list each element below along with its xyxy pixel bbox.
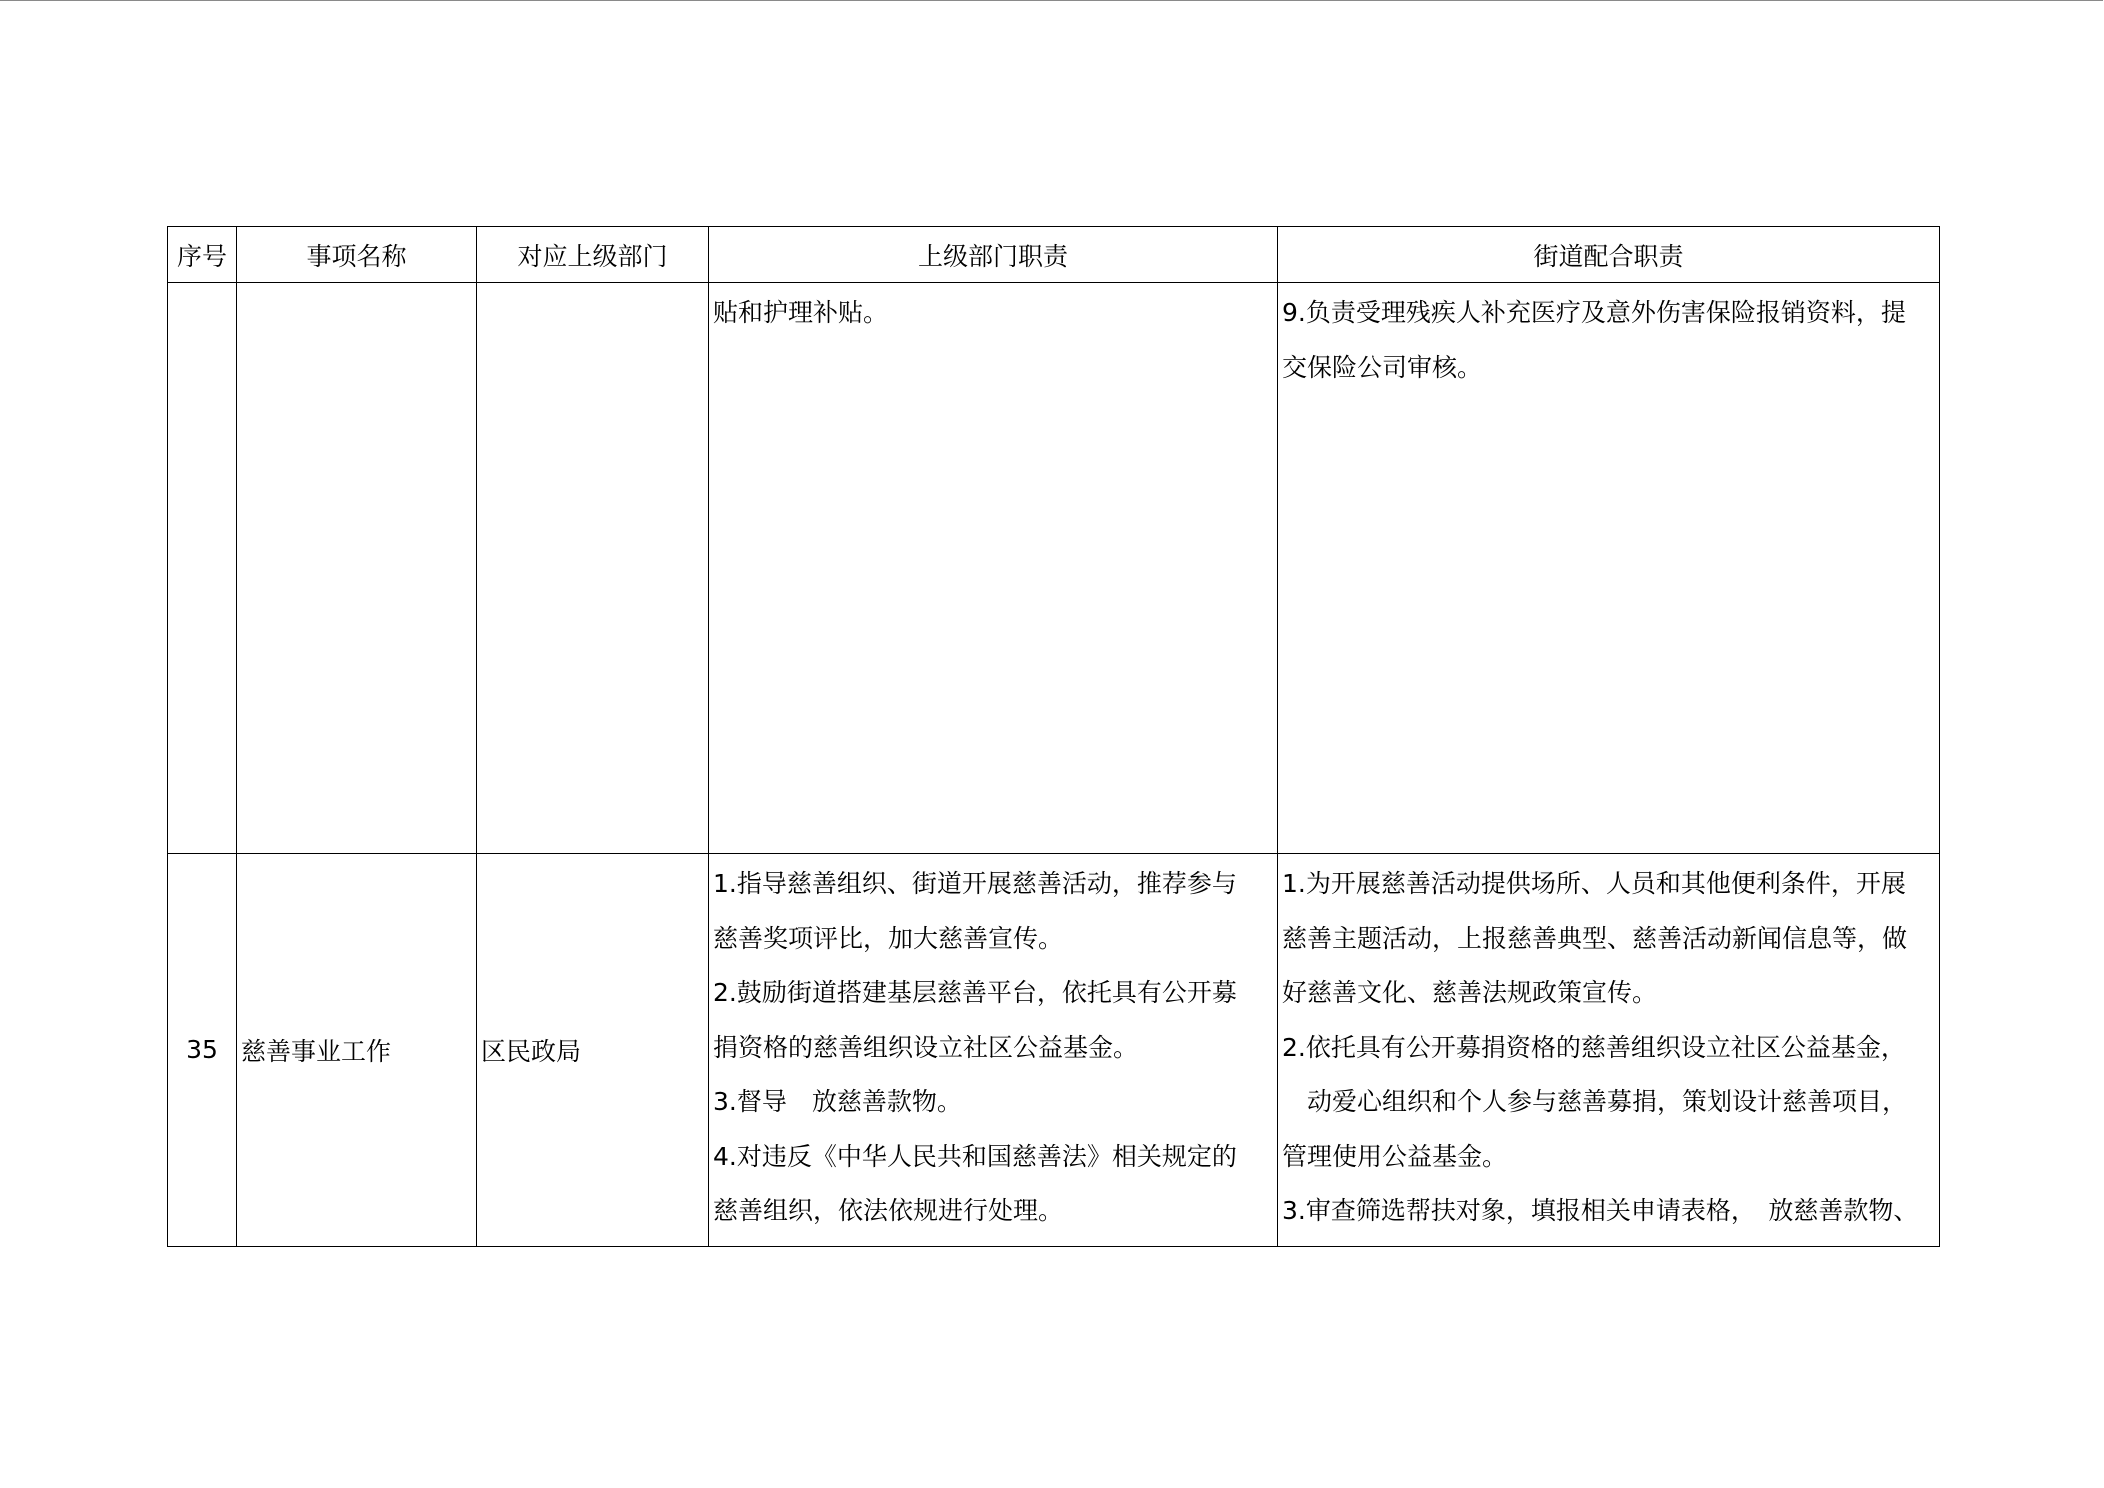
cell-superior-dept: [477, 283, 709, 854]
cell-item-name: [237, 283, 477, 854]
text-line: 管理使用公益基金。: [1282, 1141, 1508, 1171]
table-row: [168, 854, 1940, 1247]
text-line: 慈善主题活动，上报慈善典型、慈善活动新闻信息等，做: [1282, 923, 1908, 953]
text-line: 2.依托具有公开募捐资格的慈善组织设立社区公益基金，: [1282, 1032, 1906, 1062]
text-line: 2.鼓励街道搭建基层慈善平台，依托具有公开募: [713, 978, 1237, 1007]
text-line: 捐资格的慈善组织设立社区公益基金。: [713, 1032, 1139, 1062]
cell-superior-dept: 区民政局: [477, 854, 709, 1247]
text-line: 1.为开展慈善活动提供场所、人员和其他便利条件，开展: [1282, 869, 1906, 898]
cell-item-name: 慈善事业工作: [237, 854, 477, 1247]
text-line: 3.审查筛选帮扶对象，填报相关申请表格， 放慈善款物、: [1282, 1196, 1919, 1225]
text-line: 慈善组织，依法依规进行处理。: [713, 1196, 1064, 1225]
text-line: 4.对违反《中华人民共和国慈善法》相关规定的: [713, 1141, 1237, 1171]
table-row: [168, 283, 1940, 854]
header-seq: 序号: [168, 227, 237, 283]
text-line: 好慈善文化、慈善法规政策宣传。: [1282, 978, 1658, 1007]
page-top-border: [0, 0, 2103, 1]
header-superior-dept: 对应上级部门: [477, 227, 709, 283]
text-line: 3.督导 放慈善款物。: [713, 1087, 962, 1116]
cell-superior-duty: [709, 283, 1278, 854]
text-line: 贴和护理补贴。: [713, 298, 889, 327]
duty-table: [167, 226, 1940, 1247]
text-line: 动爱心组织和个人参与慈善募捐，策划设计慈善项目，: [1282, 1087, 1908, 1116]
cell-superior-duty: [709, 854, 1278, 1247]
cell-street-duty: [1278, 283, 1940, 854]
cell-street-duty: [1278, 854, 1940, 1247]
text-line: 9.负责受理残疾人补充医疗及意外伤害保险报销资料，提: [1282, 298, 1906, 327]
cell-seq: 35: [168, 854, 237, 1247]
table-header-row: [168, 227, 1940, 283]
header-item-name: 事项名称: [237, 227, 477, 283]
text-line: 交保险公司审核。: [1282, 352, 1483, 382]
text-line: 慈善奖项评比，加大慈善宣传。: [713, 923, 1064, 953]
header-street-duty: 街道配合职责: [1278, 227, 1940, 283]
header-superior-duty: 上级部门职责: [709, 227, 1278, 283]
text-line: 1.指导慈善组织、街道开展慈善活动，推荐参与: [713, 869, 1237, 898]
cell-seq: [168, 283, 237, 854]
